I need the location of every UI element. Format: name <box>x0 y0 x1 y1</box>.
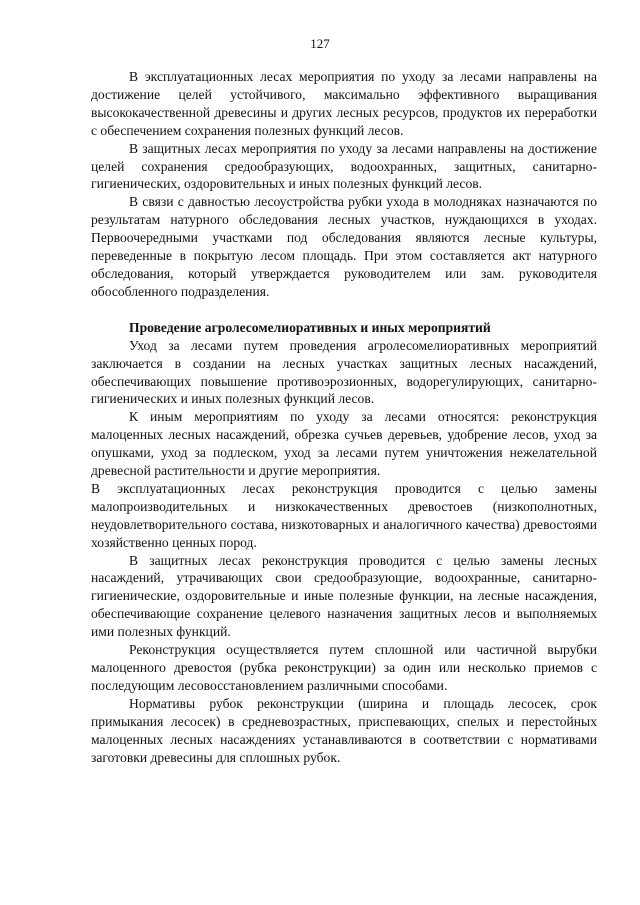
paragraph-reconstruction-norms: Нормативы рубок реконструкции (ширина и площадь лесосек, срок примыкания лесосек) в средневозрастных, приспевающих, спелых и перестойных малоценных лесных насаждениях устанавливаются в соответствии с нормативами заготовки древесины для сплошных рубок. <box>91 695 597 765</box>
paragraph-other-measures: К иным мероприятиям по уходу за лесами относятся: реконструкция малоценных лесных насаждений, обрезка сучьев деревьев, удобрение лесов, уход за опушками, уход за подлеском, уход за лесами путем уничтожения нежелательной древесной растительности и другие мероприятия. <box>91 409 597 479</box>
paragraph-exploitation-forests: В эксплуатационных лесах мероприятия по уходу за лесами направлены на достижение целей устойчивого, максимально эффективного выращивания высококачественной древесины и других лесных ресурсов, продуктов их переработки с обеспечением сохранения полезных функций лесов. <box>91 69 597 138</box>
paragraph-reconstruction-protective: В защитных лесах реконструкция проводится с целью замены лесных насаждений, утрачивающих свои средообразующие, водоохранные, санитарно-гигиенические, оздоровительные и иные полезные функции, на лесные насаждения, обеспечивающие сохранение целевого назначения защитных лесов и выполняемых ими полезных функций. <box>91 552 597 640</box>
page-number: 127 <box>310 36 330 51</box>
paragraph-agroforestry: Уход за лесами путем проведения агролесомелиоративных мероприятий заключается в создании на лесных участках защитных лесных насаждений, обеспечивающих повышение противоэрозионных, водорегулирующих, санитарно-гигиенических и иных полезных функций лесов. <box>91 337 597 407</box>
paragraph-reconstruction-method: Реконструкция осуществляется путем сплошной или частичной вырубки малоценного древостоя (рубка реконструкции) за один или несколько приемов с последующим лесовосстановлением различными способами. <box>91 642 597 693</box>
paragraph-reconstruction-exploitation: В эксплуатационных лесах реконструкция проводится с целью замены малопроизводительных и низкокачественных древостоев (низкополнотных, неудовлетворительного состава, низкотоварных и аналогичного качества) древостоями хозяйственно ценных пород. <box>91 480 597 550</box>
paragraph-protective-forests: В защитных лесах мероприятия по уходу за лесами направлены на достижение целей сохранения средообразующих, водоохранных, защитных, санитарно-гигиенических, оздоровительных и иных полезных функций лесов. <box>91 140 597 192</box>
page-content <box>91 68 597 766</box>
paragraph-forest-inventory: В связи с давностью лесоустройства рубки ухода в молодняках назначаются по результатам натурного обследования лесных участков, нуждающихся в уходах. Первоочередными участками под обследования являются лесные культуры, переведенные в покрытую лесом площадь. При этом составляется акт натурного обследования, который утверждается руководителем или зам. руководителя обособленного подразделения. <box>91 194 597 299</box>
section-heading: Проведение агролесомелиоративных и иных мероприятий <box>129 319 491 335</box>
